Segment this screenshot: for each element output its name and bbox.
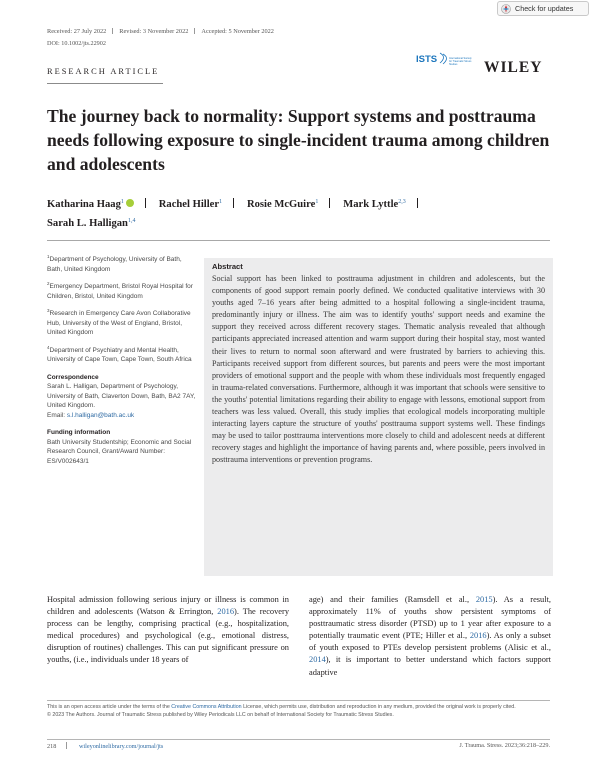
license-link[interactable]: Creative Commons Attribution [171,704,242,710]
separator [145,198,146,208]
license-notice: This is an open access article under the terms of the Creative Commons Attribution License, which permits use, distribution and reproduction in any medium, provided the original work is properly cited. © 2023 The Authors. Journal of Traumatic Stress published by Wiley Periodicals LLC on behalf of International Society for Traumatic Stress Studies. [47,703,552,719]
svg-text:for Traumatic Stress: for Traumatic Stress [449,60,472,63]
affiliation: $^1$Department of Psychology, University of Bath, Bath, United Kingdom [47,254,182,273]
funding-text: Bath University Studentship; Economic and Social Research Council, Grant/Award Number: ES/V002643/1 [47,438,192,465]
check-for-updates-badge[interactable] [497,1,589,16]
journal-url[interactable]: wileyonlinelibrary.com/journal/jts [78,743,164,750]
crossmark-icon [501,4,511,14]
doi[interactable]: DOI: 10.1002/jts.22902 [47,40,106,47]
journal-citation: J. Trauma. Stress. 2023;36:218–229. [459,742,550,749]
citation-link[interactable]: 2016 [469,631,487,641]
correspondence-text: Sarah L. Halligan, Department of Psychology, University of Bath, Claverton Down, Bath, BA2 7AY, United Kingdom. [47,383,196,409]
divider [47,83,163,84]
abstract-text: Social support has been linked to posttrauma adjustment in children and adolescents, but the components of good support remain poorly defined. We conducted qualitative interviews with 30 youths aged 7–16 years after being admitted to a hospital following a single-incident trauma, predominantly injury or illness. The aim was to identify youths' support needs and examine the support they received across different recovery stages. Thematic analysis revealed that although participants appreciated increased attention and warm support during their hospital stay, most wanted their lives to return to normal soon afterward and were frustrated by barriers to achieving this. Participants received support from different sources, but parents and peers were the most important providers of emotional support and the people with whom these individuals most frequently engaged in trauma-related conversations. Furthermore, although it was important that schools were sensitive to the youths' potential limitations regarding their ability to engage with lessons, emotional support from teachers was less valued. Overall, this study implies that ecological models incorporating multiple interacting layers capture the structure of youths' posttrauma support systems well. These findings may be used to tailor posttrauma interventions more closely to child and adolescent needs at different recovery stages and highlight the importance of having parents and, where possible, peers involved in posttrauma interventions or prevention programs. [212,274,545,465]
body-column-right: age) and their families (Ramsdell et al., 2015). As a result, approximately 11% of youths show persistent symptoms of posttraumatic stress disorder (PTSD) up to 1 year after exposure to a potentially traumatic event (PTE; Hiller et al., 2016). As only a subset of youth exposed to PTEs develop persistent problems (Alisic et al., 2014), it is important to better understand which factors support adaptive [309,595,551,677]
istss-logo-text: ISTS [416,54,438,65]
wiley-logo: WILEY [484,59,543,76]
author-name[interactable]: Sarah L. Halligan$^{1,4}$ [47,218,136,229]
separator [233,198,234,208]
istss-logo [416,51,476,73]
orcid-icon[interactable] [126,199,134,207]
divider [47,240,550,241]
body-column-left: Hospital admission following serious injury or illness is common in children and adolescents (Watson & Errington, 2016). The recovery process can be lengthy, comprising practical (e.g., hospitalization, medical procedures) and psychological (e.g., emotional distress, disruption of routines) challenges. This can put significant pressure on youths, (i.e., individuals under 18 years of [47,595,290,665]
separator [329,198,330,208]
funding-heading: Funding information [47,429,111,436]
svg-text:International Society: International Society [449,57,472,60]
divider [47,739,550,740]
affiliation: $^2$Emergency Department, Bristol Royal Hospital for Children, Bristol, United Kingdom [47,281,193,300]
funding-information [47,428,197,466]
correspondence [47,373,197,421]
check-for-updates-label: Check for updates [515,4,574,13]
article-sidebar [47,252,197,474]
citation-link[interactable]: 2016 [217,607,235,617]
citation-link[interactable]: 2014 [309,655,326,665]
page-number: 218 [47,743,57,750]
svg-text:Studies: Studies [449,63,458,66]
affiliation: $^4$Department of Psychiatry and Mental Health, University of Cape Town, Cape Town, South Africa [47,344,192,363]
page-footer [47,742,550,750]
email-label: Email: [47,411,67,419]
citation-link[interactable]: 2015 [475,595,493,604]
article-title: The journey back to normality: Support systems and posttrauma needs following exposure to single-incident trauma among children and adolescents [47,106,550,174]
history-dates [47,28,274,35]
author-name[interactable]: Katharina Haag$^1$ [47,199,134,210]
accepted-date: Accepted: 5 November 2022 [201,28,274,35]
separator [194,28,195,34]
affiliation: $^3$Research in Emergency Care Avon Collaborative Hub, University of the West of England, Bristol, United Kingdom [47,308,191,336]
author-name[interactable]: Rachel Hiller$^1$ [158,199,223,210]
separator [112,28,113,34]
email-link[interactable]: s.l.halligan@bath.ac.uk [66,411,135,419]
author-list [47,194,567,232]
abstract-heading: Abstract [212,262,243,271]
copyright-line: © 2023 The Authors. Journal of Traumatic Stress published by Wiley Periodicals LLC on behalf of International Society for Traumatic Stress Studies. [47,712,394,719]
author-name[interactable]: Mark Lyttle$^{2,3}$ [343,199,406,210]
received-date: Received: 27 July 2022 [47,28,107,35]
author-name[interactable]: Rosie McGuire$^1$ [246,199,319,210]
correspondence-heading: Correspondence [47,373,99,381]
separator [417,198,418,208]
revised-date: Revised: 3 November 2022 [119,28,189,35]
abstract-box [204,258,553,576]
divider [47,700,550,701]
article-type: RESEARCH ARTICLE [47,67,160,76]
